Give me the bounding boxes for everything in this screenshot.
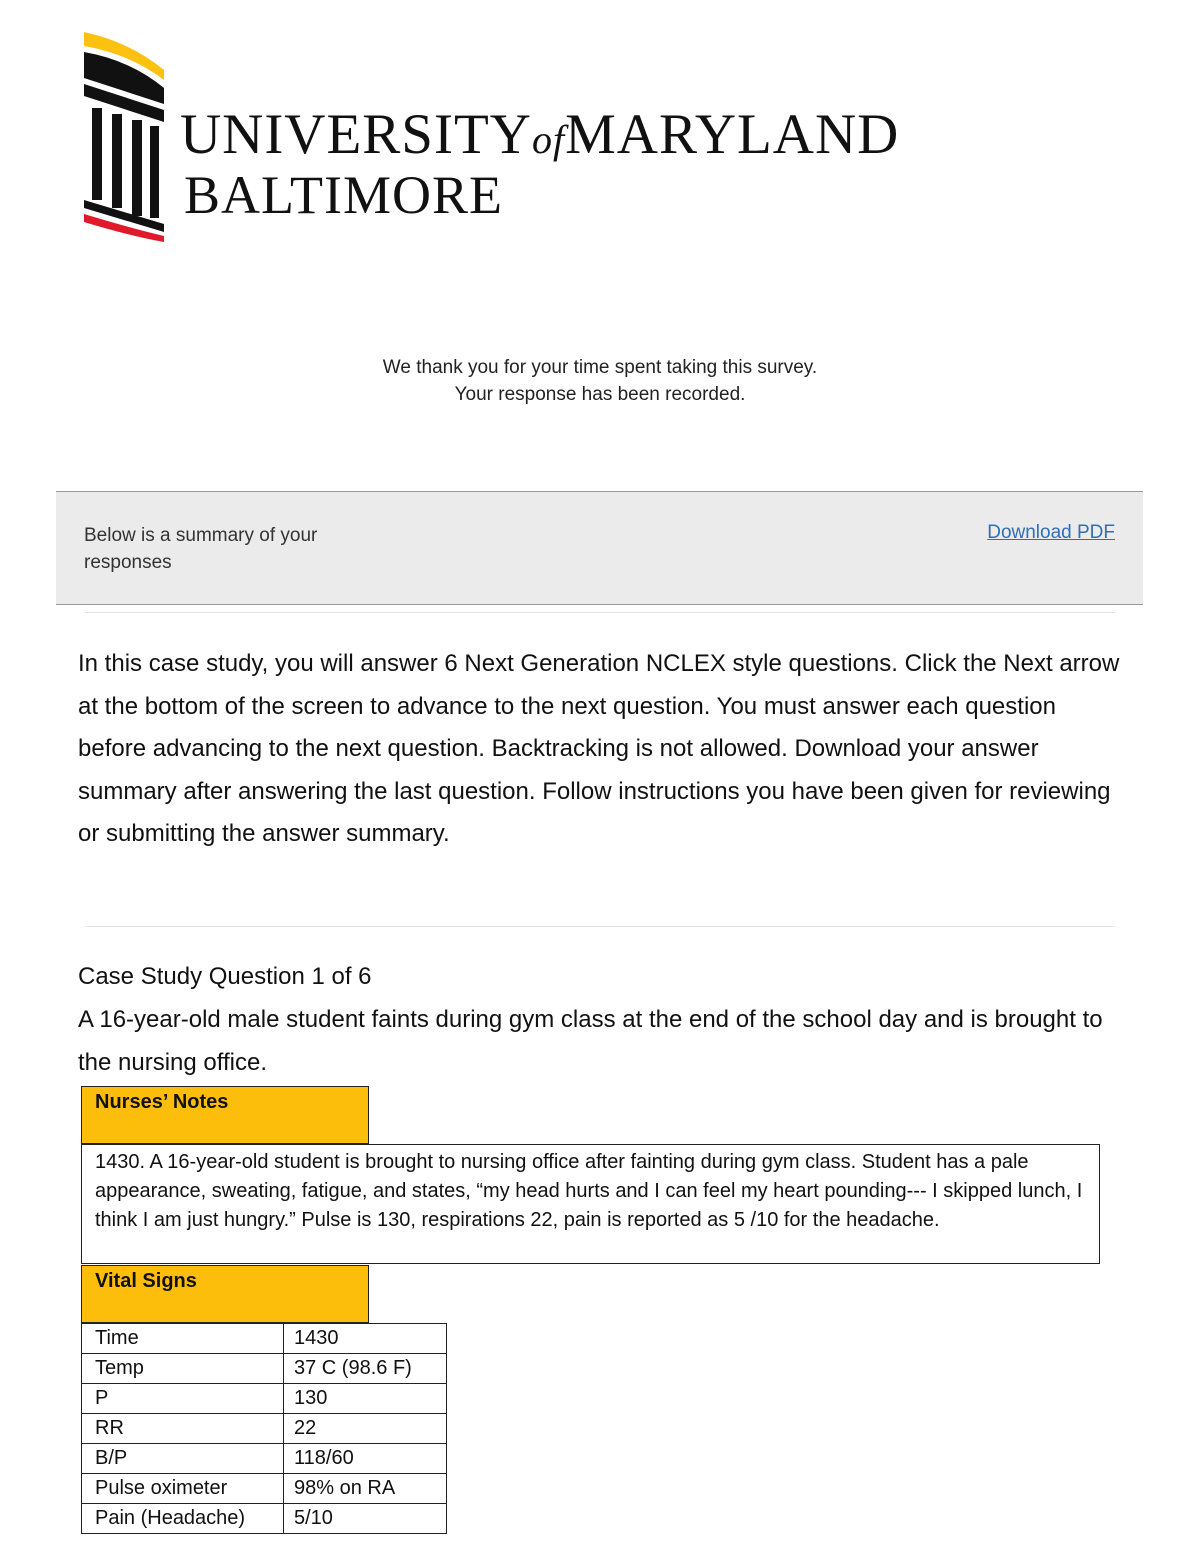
logo-wordmark-line1: UNIVERSITYofMARYLAND (180, 103, 900, 166)
vital-value: 22 (284, 1414, 447, 1444)
logo-wordmark-line2: BALTIMORE (184, 165, 504, 225)
divider (85, 926, 1115, 927)
vital-value: 130 (284, 1384, 447, 1414)
table-row (82, 1384, 447, 1414)
response-recorded-line: Your response has been recorded. (454, 384, 746, 405)
summary-text: Below is a summary of your responses (84, 525, 318, 573)
vital-value: 98% on RA (284, 1474, 447, 1504)
vital-value: 37 C (98.6 F) (284, 1354, 447, 1384)
table-row (82, 1324, 447, 1354)
vital-value: 118/60 (284, 1444, 447, 1474)
question-title: Case Study Question 1 of 6 (78, 963, 372, 990)
vital-label: P (82, 1384, 284, 1414)
table-row (82, 1504, 447, 1534)
table-row (82, 1414, 447, 1444)
question-text: A 16-year-old male student faints during gym class at the end of the school day and is brought to the nursing office. (78, 1006, 1103, 1076)
university-logo (80, 28, 900, 243)
vital-value: 5/10 (284, 1504, 447, 1534)
table-row (82, 1444, 447, 1474)
vital-label: Pain (Headache) (82, 1504, 284, 1534)
vital-signs-header: Vital Signs (81, 1265, 369, 1323)
table-row (82, 1354, 447, 1384)
table-row (82, 1474, 447, 1504)
summary-banner (56, 491, 1143, 605)
vital-value: 1430 (284, 1324, 447, 1354)
vital-label: Pulse oximeter (82, 1474, 284, 1504)
vital-label: Time (82, 1324, 284, 1354)
download-pdf-link[interactable]: Download PDF (987, 522, 1115, 543)
divider (85, 612, 1115, 613)
nurses-notes-body: 1430. A 16-year-old student is brought to nursing office after fainting during gym class. Student has a pale appearance, sweating, fatigue, and states, “my head hurts and I can feel my heart pounding--- I skipped lunch, I think I am just hungry.” Pulse is 130, respirations 22, pain is reported as 5 /10 for the headache. (81, 1144, 1100, 1264)
vital-signs-table (81, 1323, 447, 1534)
intro-paragraph: In this case study, you will answer 6 Next Generation NCLEX style questions. Click the Next arrow at the bottom of the screen to advance to the next question. You must answer each question before advancing to the next question. Backtracking is not allowed. Download your answer summary after answering the last question. Follow instructions you have been given for reviewing or submitting the answer summary. (78, 650, 1120, 847)
vital-label: RR (82, 1414, 284, 1444)
vital-label: B/P (82, 1444, 284, 1474)
column-emblem-icon (80, 28, 170, 243)
nurses-notes-header: Nurses’ Notes (81, 1086, 369, 1144)
thank-you-line: We thank you for your time spent taking this survey. (382, 357, 818, 378)
thank-you-message (0, 354, 1200, 408)
vital-label: Temp (82, 1354, 284, 1384)
